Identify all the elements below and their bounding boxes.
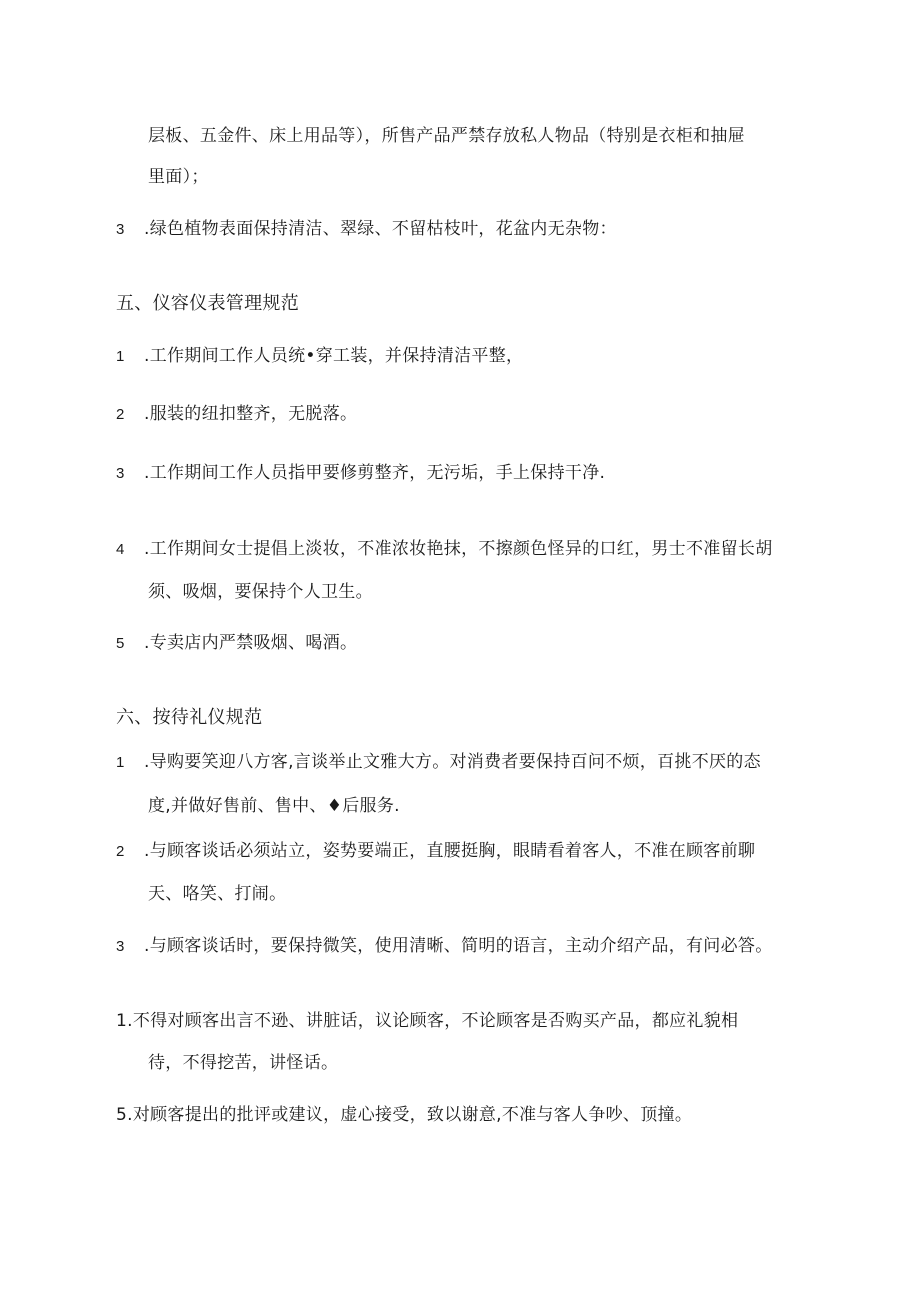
list-item: 2 .服装的纽扣整齐，无脱落。 — [116, 404, 358, 424]
list-item: 1.不得对顾客出言不逊、讲脏话，议论顾客，不论顾客是否购买产品，都应礼貌相 — [116, 1011, 739, 1031]
item-number: 2 — [116, 843, 125, 860]
item-number: 2 — [116, 406, 125, 423]
item-number: 5 — [116, 635, 125, 652]
list-item: 5.对顾客提出的批评或建议，虚心接受，致以谢意,不准与客人争吵、顶撞。 — [116, 1105, 693, 1125]
list-item: 1 .导购要笑迎八方客,言谈举止文雅大方。对消费者要保持百问不烦，百挑不厌的态 — [116, 752, 761, 772]
item-number: 1 — [116, 754, 125, 771]
item-number: 3 — [116, 221, 125, 238]
list-item: 3 .工作期间工作人员指甲要修剪整齐，无污垢，手上保持干净. — [116, 463, 606, 483]
item-number: 3 — [116, 938, 125, 955]
list-item: 3 .与顾客谈话时，要保持微笑，使用清晰、简明的语言，主动介绍产品，有问必答。 — [116, 936, 773, 956]
item-number: 4 — [116, 541, 125, 558]
list-item: 4 .工作期间女士提倡上淡妆，不准浓妆艳抹，不擦颜色怪异的口红，男士不准留长胡 — [116, 539, 773, 559]
text-line: 度,并做好售前、售中、♦后服务. — [148, 796, 400, 816]
list-item: 3 .绿色植物表面保持清洁、翠绿、不留枯枝叶，花盆内无杂物： — [116, 219, 617, 239]
text-line: 层板、五金件、床上用品等），所售产品严禁存放私人物品（特别是衣柜和抽屉 — [148, 126, 745, 146]
text-line: 须、吸烟，要保持个人卫生。 — [148, 582, 373, 602]
list-item: 1 .工作期间工作人员统•穿工装，并保持清洁平整， — [116, 346, 524, 366]
text-line: 天、咯笑、打闹。 — [148, 884, 287, 904]
section-heading: 六、按待礼仪规范 — [116, 707, 263, 728]
item-number: 1 — [116, 348, 125, 365]
section-heading: 五、仪容仪表管理规范 — [116, 293, 299, 314]
list-item: 5 .专卖店内严禁吸烟、喝酒。 — [116, 633, 358, 653]
text-line: 待，不得挖苦，讲怪话。 — [148, 1053, 339, 1073]
text-line: 里面）； — [148, 167, 209, 187]
item-number: 3 — [116, 465, 125, 482]
list-item: 2 .与顾客谈话必须站立，姿势要端正，直腰挺胸，眼睛看着客人，不准在顾客前聊 — [116, 841, 756, 861]
